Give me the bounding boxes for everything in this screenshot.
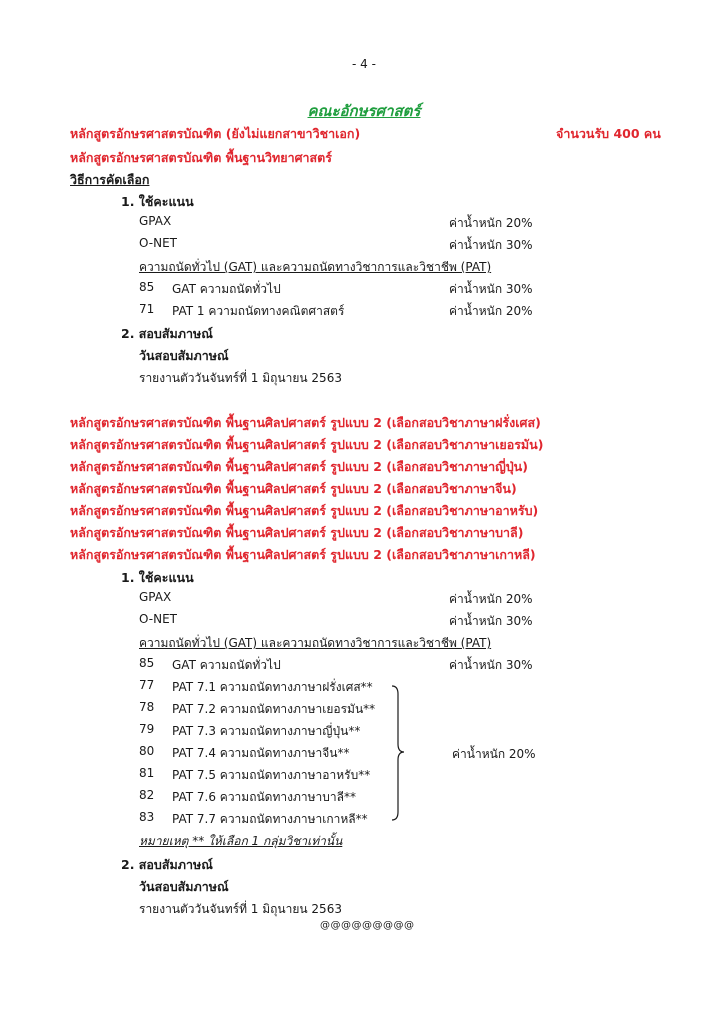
use-score-heading: 1. ใช้คะแนน [121, 194, 194, 209]
program-title: หลักสูตรอักษรศาสตรบัณฑิต พื้นฐานศิลปศาสตร์ รูปแบบ 2 (เลือกสอบวิชาภาษาฝรั่งเศส) [70, 415, 541, 430]
subject-code: 85 [139, 656, 155, 670]
subject-code: 81 [139, 766, 155, 780]
subject-code: 83 [139, 810, 155, 824]
subject-code: 78 [139, 700, 155, 714]
subject-name: GAT ความถนัดทั่วไป [172, 658, 281, 672]
footnote: หมายเหตุ ** ให้เลือก 1 กลุ่มวิชาเท่านั้น [139, 834, 343, 848]
subject-code: 85 [139, 280, 155, 294]
onet-label: O-NET [139, 612, 177, 626]
onet-weight: ค่าน้ำหนัก 30% [449, 614, 533, 628]
gpax-label: GPAX [139, 590, 172, 604]
gpax-weight: ค่าน้ำหนัก 20% [449, 592, 533, 606]
subject-weight: ค่าน้ำหนัก 30% [449, 658, 533, 672]
use-score-heading: 1. ใช้คะแนน [121, 570, 194, 585]
right-brace-icon [390, 684, 410, 824]
program-title: หลักสูตรอักษรศาสตรบัณฑิต พื้นฐานศิลปศาสตร์ รูปแบบ 2 (เลือกสอบวิชาภาษาเยอรมัน) [70, 437, 544, 452]
subject-name: PAT 7.3 ความถนัดทางภาษาญี่ปุ่น** [172, 724, 361, 738]
subject-weight: ค่าน้ำหนัก 30% [449, 282, 533, 296]
selection-method-heading: วิธีการคัดเลือก [70, 172, 150, 187]
subject-name: PAT 7.5 ความถนัดทางภาษาอาหรับ** [172, 768, 371, 782]
subject-name: PAT 7.1 ความถนัดทางภาษาฝรั่งเศส** [172, 680, 373, 694]
program-title: หลักสูตรอักษรศาสตรบัณฑิต พื้นฐานศิลปศาสตร์ รูปแบบ 2 (เลือกสอบวิชาภาษาบาลี) [70, 525, 524, 540]
onet-label: O-NET [139, 236, 177, 250]
program-title: หลักสูตรอักษรศาสตรบัณฑิต พื้นฐานศิลปศาสตร์ รูปแบบ 2 (เลือกสอบวิชาภาษาญี่ปุ่น) [70, 459, 528, 474]
onet-weight: ค่าน้ำหนัก 30% [449, 238, 533, 252]
subject-code: 80 [139, 744, 155, 758]
gpax-label: GPAX [139, 214, 172, 228]
interview-day-heading: วันสอบสัมภาษณ์ [139, 348, 229, 363]
subject-code: 82 [139, 788, 155, 802]
program-title: หลักสูตรอักษรศาสตรบัณฑิต พื้นฐานศิลปศาสตร์ รูปแบบ 2 (เลือกสอบวิชาภาษาอาหรับ) [70, 503, 539, 518]
subject-name: PAT 1 ความถนัดทางคณิตศาสตร์ [172, 304, 345, 318]
subject-code: 79 [139, 722, 155, 736]
report-date: รายงานตัววันจันทร์ที่ 1 มิถุนายน 2563 [139, 902, 342, 916]
interview-day-heading: วันสอบสัมภาษณ์ [139, 879, 229, 894]
subject-name: PAT 7.7 ความถนัดทางภาษาเกาหลี** [172, 812, 368, 826]
subject-name: PAT 7.6 ความถนัดทางภาษาบาลี** [172, 790, 356, 804]
program-title: หลักสูตรอักษรศาสตรบัณฑิต (ยังไม่แยกสาขาวิชาเอก) [70, 126, 361, 141]
gat-pat-header: ความถนัดทั่วไป (GAT) และความถนัดทางวิชาการและวิชาชีพ (PAT) [139, 636, 492, 650]
page-number: - 4 - [352, 57, 376, 71]
subject-name: PAT 7.4 ความถนัดทางภาษาจีน** [172, 746, 350, 760]
quota-label: จำนวนรับ 400 คน [556, 126, 661, 141]
subject-name: PAT 7.2 ความถนัดทางภาษาเยอรมัน** [172, 702, 376, 716]
pat-weight: ค่าน้ำหนัก 20% [452, 747, 536, 761]
footer-mark: @@@@@@@@@ [320, 920, 415, 931]
program-title: หลักสูตรอักษรศาสตรบัณฑิต พื้นฐานศิลปศาสตร์ รูปแบบ 2 (เลือกสอบวิชาภาษาเกาหลี) [70, 547, 536, 562]
report-date: รายงานตัววันจันทร์ที่ 1 มิถุนายน 2563 [139, 371, 342, 385]
interview-heading: 2. สอบสัมภาษณ์ [121, 857, 213, 872]
faculty-title: คณะอักษรศาสตร์ [307, 102, 421, 120]
program-title: หลักสูตรอักษรศาสตรบัณฑิต พื้นฐานวิทยาศาสตร์ [70, 150, 333, 165]
gpax-weight: ค่าน้ำหนัก 20% [449, 216, 533, 230]
program-title: หลักสูตรอักษรศาสตรบัณฑิต พื้นฐานศิลปศาสตร์ รูปแบบ 2 (เลือกสอบวิชาภาษาจีน) [70, 481, 517, 496]
subject-code: 71 [139, 302, 155, 316]
subject-name: GAT ความถนัดทั่วไป [172, 282, 281, 296]
subject-code: 77 [139, 678, 155, 692]
subject-weight: ค่าน้ำหนัก 20% [449, 304, 533, 318]
gat-pat-header: ความถนัดทั่วไป (GAT) และความถนัดทางวิชาการและวิชาชีพ (PAT) [139, 260, 492, 274]
interview-heading: 2. สอบสัมภาษณ์ [121, 326, 213, 341]
